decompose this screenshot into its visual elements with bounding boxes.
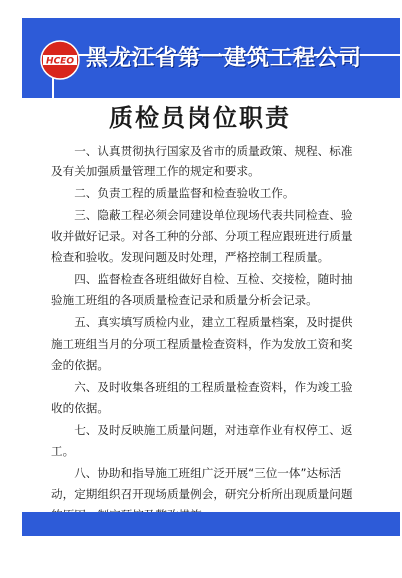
logo-text: HCEO xyxy=(46,56,74,67)
text-line: 检查和验收。发现问题及时处理，严格控制工程质量。 xyxy=(51,250,330,264)
text-line: 三、隐蔽工程必须会同建设单位现场代表共同检查、验 xyxy=(51,208,353,222)
company-logo-icon xyxy=(40,40,80,80)
text-line: 二、负责工程的质量监督和检查验收工作。 xyxy=(51,186,295,200)
text-line: 四、监督检查各班组做好自检、互检、交接检，随时抽 xyxy=(51,272,353,286)
text-line: 验施工班组的各项质量检查记录和质量分析会记录。 xyxy=(51,293,318,307)
text-line: 收的依据。 xyxy=(51,401,109,415)
text-line: 金的依据。 xyxy=(51,358,109,372)
company-name: 黑龙江省第一建筑工程公司 xyxy=(86,46,363,71)
text-line: 五、真实填写质检内业，建立工程质量档案，及时提供 xyxy=(51,315,353,329)
text-line: 八、协助和指导施工班组广泛开展“三位一体”达标活 xyxy=(51,466,342,480)
text-line: 及有关加强质量管理工作的规定和要求。 xyxy=(51,164,260,178)
text-line: 工。 xyxy=(51,444,75,458)
duties-text xyxy=(51,142,400,512)
text-line: 施工班组当月的分项工程质量检查资料，作为发放工资和奖 xyxy=(51,337,353,351)
footer-bar xyxy=(22,512,400,536)
page-title: 质检员岗位职责 xyxy=(109,104,291,132)
text-line: 七、及时反映施工质量问题，对违章作业有权停工、返 xyxy=(51,423,353,437)
text-line: 收并做好记录。对各工种的分部、分项工程应跟班进行质量 xyxy=(51,229,353,243)
text-line: 六、及时收集各班组的工程质量检查资料，作为竣工验 xyxy=(51,380,353,394)
text-line: 一、认真贯彻执行国家及省市的质量政策、规程、标准 xyxy=(51,144,353,158)
text-line: 动，定期组织召开现场质量例会，研究分析所出现质量问题 xyxy=(51,487,353,501)
